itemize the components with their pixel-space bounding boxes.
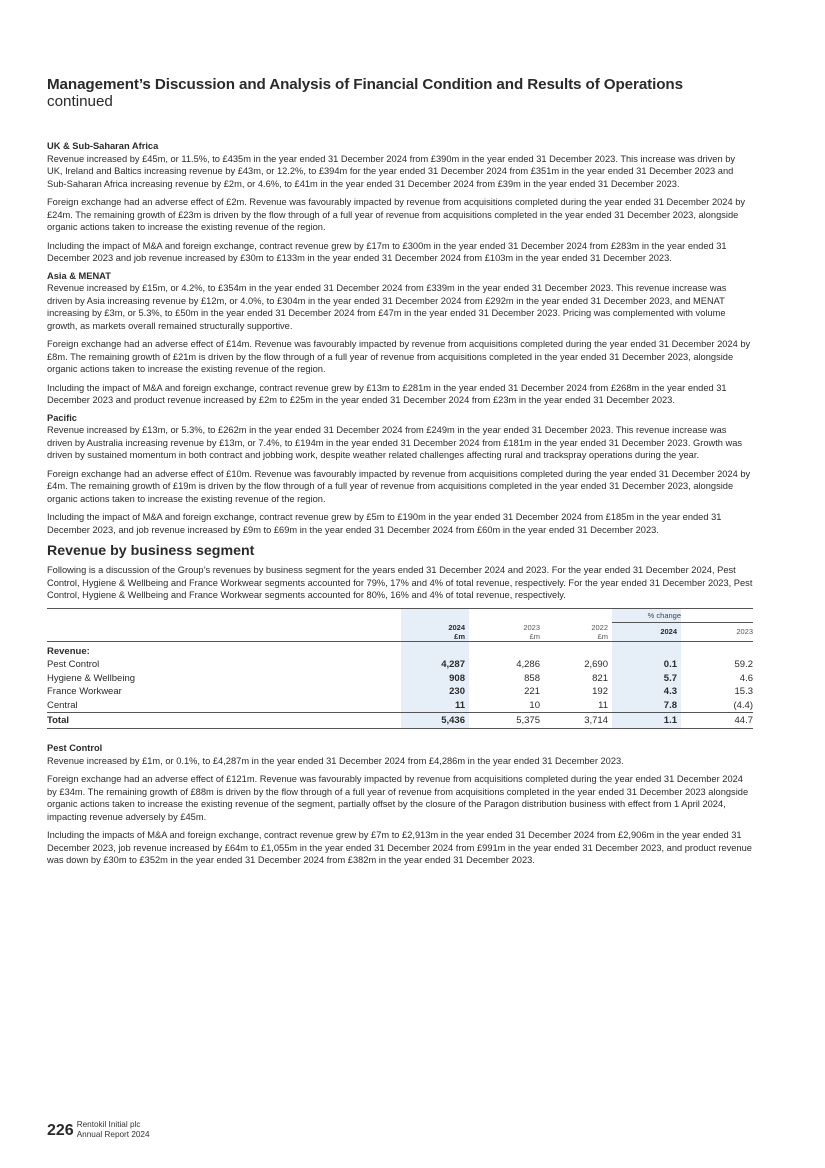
cell: 3,714 [544,713,612,729]
cell: 15.3 [734,686,753,698]
footer-report: Annual Report 2024 [76,1129,150,1139]
row-label: Pest Control [47,659,100,671]
cell: 858 [524,672,540,684]
cell: 2,690 [584,659,608,671]
cell: 10 [529,699,540,711]
row-label: Central [47,699,78,711]
cell: 4.6 [739,672,753,684]
page-footer [47,1120,150,1139]
row-label: Hygiene & Wellbeing [47,672,136,684]
section-heading: Pest Control [47,743,103,753]
page-content [47,76,753,873]
cell: 11 [401,699,469,713]
cell: 5.7 [612,672,681,686]
cell: 7.8 [612,699,681,713]
cell: 0.1 [612,658,681,672]
paragraph: Revenue increased by £45m, or 11.5%, to £435m in the year ended 31 December 2024 from £390m in the year ended 31 December 2023. This increase was driven by UK, Ireland and Baltics increasing revenue by £43m, or 12.2%, to £394m for the year ended 31 December 2024 from £351m in the year ended 31 December 2023 and Sub-Saharan Africa increasing revenue by £2m, or 4.6%, to £41m in the year ended 31 December 2024 from £39m in the year ended 31 December 2023. [47,153,736,189]
paragraph: Including the impacts of M&A and foreign exchange, contract revenue grew by £7m to £2,913m in the year ended 31 December 2024 from £2,906m in the year ended 31 December 2023, job revenue increased by £64m to £1,055m in the year ended 31 December 2024 from £991m in the year ended 31 December 2023, and product revenue was down by £30m to £352m in the year ended 31 December 2024 from £382m in the year ended 31 December 2023. [47,830,752,865]
section-uk-ssa [47,141,753,265]
cell: 59.2 [734,659,753,671]
paragraph: Foreign exchange had an adverse effect of £14m. Revenue was favourably impacted by revenue from acquisitions completed during the year ended 31 December 2024 by £8m. The remaining growth of £21m is driven by the flow through of a full year of revenue from acquisitions completed in the year ended 31 December 2023, alongside organic actions taken to increase the existing revenue of the region. [47,339,751,374]
page-title: Management’s Discussion and Analysis of Financial Condition and Results of Operations [47,76,683,93]
cell: 5,375 [469,713,544,729]
cell: 4,287 [401,658,469,672]
page-number: 226 [47,1122,74,1139]
paragraph: Foreign exchange had an adverse effect of £2m. Revenue was favourably impacted by revenue from acquisitions completed during the year ended 31 December 2024 by £24m. The remaining growth of £23m is driven by the flow through of a full year of revenue from acquisitions completed in the year ended 31 December 2023, alongside organic actions taken to increase the existing revenue of the region. [47,197,746,232]
cell: 11 [598,699,608,711]
section-heading: Asia & MENAT [47,270,111,281]
cell: 821 [592,672,608,684]
section-pest-control [47,743,753,867]
section-asia-menat [47,271,753,407]
column-header: 2022 £m [544,623,612,642]
revenue-table [47,608,753,730]
paragraph: Including the impact of M&A and foreign exchange, contract revenue grew by £17m to £300m in the year ended 31 December 2024 from £283m in the year ended 31 December 2023 and job revenue increased by £30m to £133m in the year ended 31 December 2024 from £103m in the year ended 31 December 2023. [47,240,727,263]
page-subtitle: continued [47,93,113,110]
table-total-row [47,713,753,729]
cell: 4,286 [516,659,540,671]
cell: 44.7 [681,713,753,729]
paragraph: Foreign exchange had an adverse effect of £121m. Revenue was favourably impacted by revenue from acquisitions completed during the year ended 31 December 2024 by £34m. The remaining growth of £88m is driven by the flow through of a full year of revenue from acquisitions completed in the year ended 31 December 2023 alongside organic actions taken to increase the existing revenue of the segment, partially offset by the closure of the Paragon distribution business with effect from 1 April 2024, impacting revenue adversely by £45m. [47,774,749,822]
row-label: Total [47,713,401,729]
table-section-label: Revenue: [47,645,90,657]
section-pacific [47,413,753,537]
cell: 1.1 [612,713,681,729]
paragraph: Revenue increased by £15m, or 4.2%, to £354m in the year ended 31 December 2024 from £339m in the year ended 31 December 2023. This revenue increase was driven by Asia increasing revenue by £12m, or 4.0%, to £304m in the year ended 31 December 2024 from £292m in the year ended 31 December 2023, and MENAT increasing by £3m, or 5.3%, to £50m in the year ended 31 December 2024 from £47m in the year ended 31 December 2023. Pricing was complemented with volume growth, as markets overall remained structurally supportive. [47,283,727,331]
cell: 192 [592,686,608,698]
paragraph: Revenue increased by £1m, or 0.1%, to £4,287m in the year ended 31 December 2024 from £4,286m in the year ended 31 December 2023. [47,755,624,766]
column-header: 2023 £m [469,623,544,642]
cell: 5,436 [401,713,469,729]
footer-text [77,1120,150,1139]
column-header: 2024 [612,623,681,642]
paragraph: Including the impact of M&A and foreign exchange, contract revenue grew by £5m to £190m in the year ended 31 December 2024 from £185m in the year ended 31 December 2023, and job revenue increased by £9m to £69m in the year ended 31 December 2024 from £60m in the year ended 31 December 2023. [47,512,722,535]
pct-change-label: % change [612,609,681,623]
row-label: France Workwear [47,686,122,698]
table-row [47,658,753,672]
cell: 230 [401,685,469,699]
cell: 908 [401,672,469,686]
paragraph: Revenue increased by £13m, or 5.3%, to £262m in the year ended 31 December 2024 from £249m in the year ended 31 December 2023. This revenue increase was driven by Australia increasing revenue by £13m, or 7.4%, to £194m in the year ended 31 December 2024 from £181m in the year ended 31 December 2023. Growth was driven by sustained momentum in both contract and jobbing work, despite weather related challenges affecting rural and trackspray operations during the year. [47,425,743,460]
table-row [47,672,753,686]
section-heading: UK & Sub-Saharan Africa [47,141,159,151]
table-row [47,699,753,713]
segment-intro: Following is a discussion of the Group’s revenues by business segment for the years ended 31 December 2024 and 2023. For the year ended 31 December 2024, Pest Control, Hygiene & Wellbeing and France Workwear segments accounted for 79%, 17% and 4% of total revenue, respectively. For the year ended 31 December 2023, Pest Control, Hygiene & Wellbeing and France Workwear segments accounted for 80%, 16% and 4% of total revenue, respectively. [47,565,753,600]
section-heading: Pacific [47,412,77,423]
table-row [47,685,753,699]
paragraph: Foreign exchange had an adverse effect of £10m. Revenue was favourably impacted by revenue from acquisitions completed during the year ended 31 December 2024 by £4m. The remaining growth of £19m is driven by the flow through of a full year of revenue from acquisitions completed in the year ended 31 December 2023, alongside organic actions taken to increase the existing revenue of the region. [47,468,751,504]
cell: 4.3 [612,685,681,699]
footer-company: Rentokil Initial plc [76,1120,141,1129]
cell: (4.4) [733,699,753,711]
column-header: 2023 [681,623,753,642]
cell: 221 [524,686,540,698]
paragraph: Including the impact of M&A and foreign exchange, contract revenue grew by £13m to £281m in the year ended 31 December 2024 from £268m in the year ended 31 December 2023 and product revenue increased by £2m to £25m in the year ended 31 December 2024 from £23m in the year ended 31 December 2023. [47,382,727,405]
column-header: 2024 £m [401,623,469,642]
segment-title: Revenue by business segment [47,543,255,559]
